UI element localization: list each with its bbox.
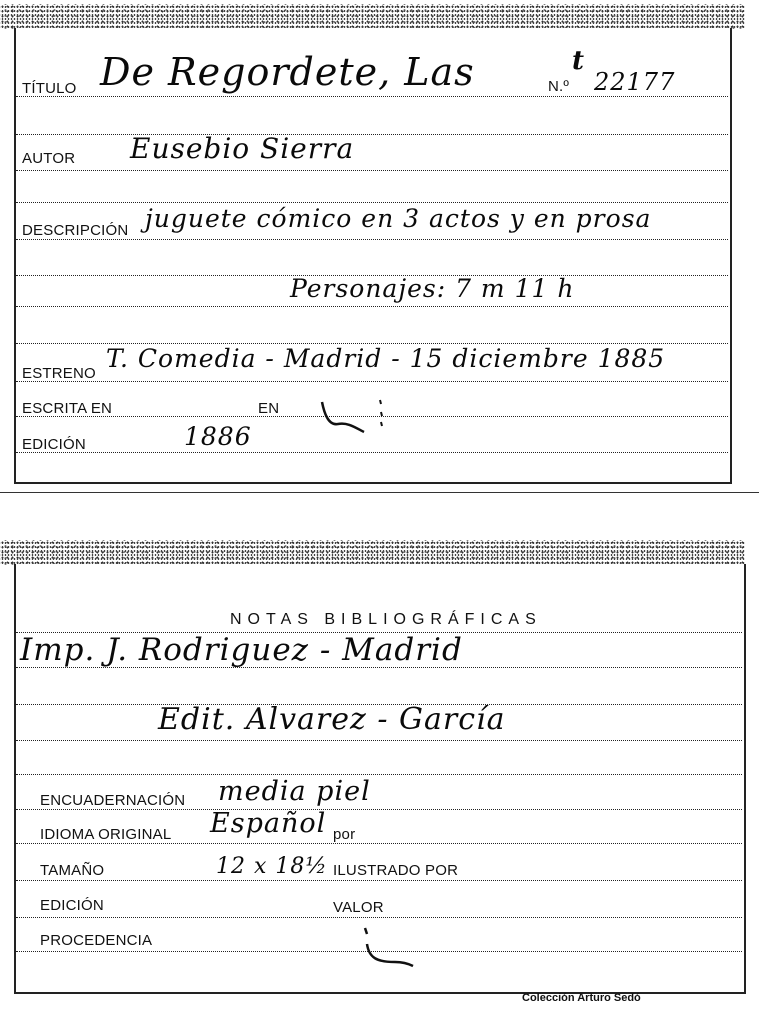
valor-label: VALOR [333, 899, 384, 916]
ruled-line [16, 880, 742, 881]
numero-value: 22177 [594, 68, 676, 96]
handwritten-dash-mark [310, 392, 390, 442]
edicion-label: EDICIÓN [22, 436, 86, 453]
autor-value: Eusebio Sierra [130, 132, 355, 165]
collection-footer: Colección Arturo Sedó [522, 992, 641, 1004]
ruled-line [16, 740, 742, 741]
ruled-line [16, 774, 742, 775]
ruled-line [16, 170, 728, 171]
encuadernacion-value: media piel [218, 776, 371, 807]
por-label: por [333, 826, 356, 843]
nota-editorial: Edit. Alvarez - García [158, 702, 506, 737]
estreno-label: ESTRENO [22, 365, 96, 382]
top-edge-speckle [0, 4, 745, 30]
ruled-line [16, 917, 742, 918]
descripcion-label: DESCRIPCIÓN [22, 222, 129, 239]
ruled-line [16, 202, 728, 203]
nota-imprenta: Imp. J. Rodriguez - Madrid [20, 632, 463, 668]
tamano-label: TAMAÑO [40, 862, 105, 879]
edicion-value: 1886 [184, 422, 252, 451]
numero-prefix: t [572, 46, 586, 76]
estreno-value: T. Comedia - Madrid - 15 diciembre 1885 [106, 344, 666, 373]
card-separator-line [0, 492, 759, 493]
descripcion-value: juguete cómico en 3 actos y en prosa [145, 204, 652, 233]
ruled-line [16, 306, 728, 307]
idioma-value: Español [210, 808, 327, 839]
titulo-value: De Regordete, Las [100, 50, 475, 94]
ruled-line [16, 843, 742, 844]
top-edge-speckle [0, 540, 745, 566]
ruled-line [16, 452, 728, 453]
procedencia-label: PROCEDENCIA [40, 932, 153, 949]
handwritten-dash-mark [355, 922, 425, 972]
personajes-value: Personajes: 7 m 11 h [290, 274, 575, 303]
numero-label: N.º [548, 78, 570, 95]
titulo-label: TÍTULO [22, 80, 77, 97]
ilustrado-por-label: ILUSTRADO POR [333, 862, 459, 879]
ruled-line [16, 381, 728, 382]
tamano-value: 12 x 18½ [216, 854, 328, 879]
notas-bibliograficas-heading: NOTAS BIBLIOGRÁFICAS [230, 611, 542, 628]
ruled-line [16, 809, 742, 810]
idioma-original-label: IDIOMA ORIGINAL [40, 826, 172, 843]
edicion-label: EDICIÓN [40, 897, 104, 914]
ruled-line [16, 96, 728, 97]
escrita-en-label: ESCRITA EN [22, 400, 113, 417]
autor-label: AUTOR [22, 150, 76, 167]
ruled-line [16, 239, 728, 240]
en-label: EN [258, 400, 280, 417]
ruled-line [16, 134, 728, 135]
encuadernacion-label: ENCUADERNACIÓN [40, 792, 186, 809]
